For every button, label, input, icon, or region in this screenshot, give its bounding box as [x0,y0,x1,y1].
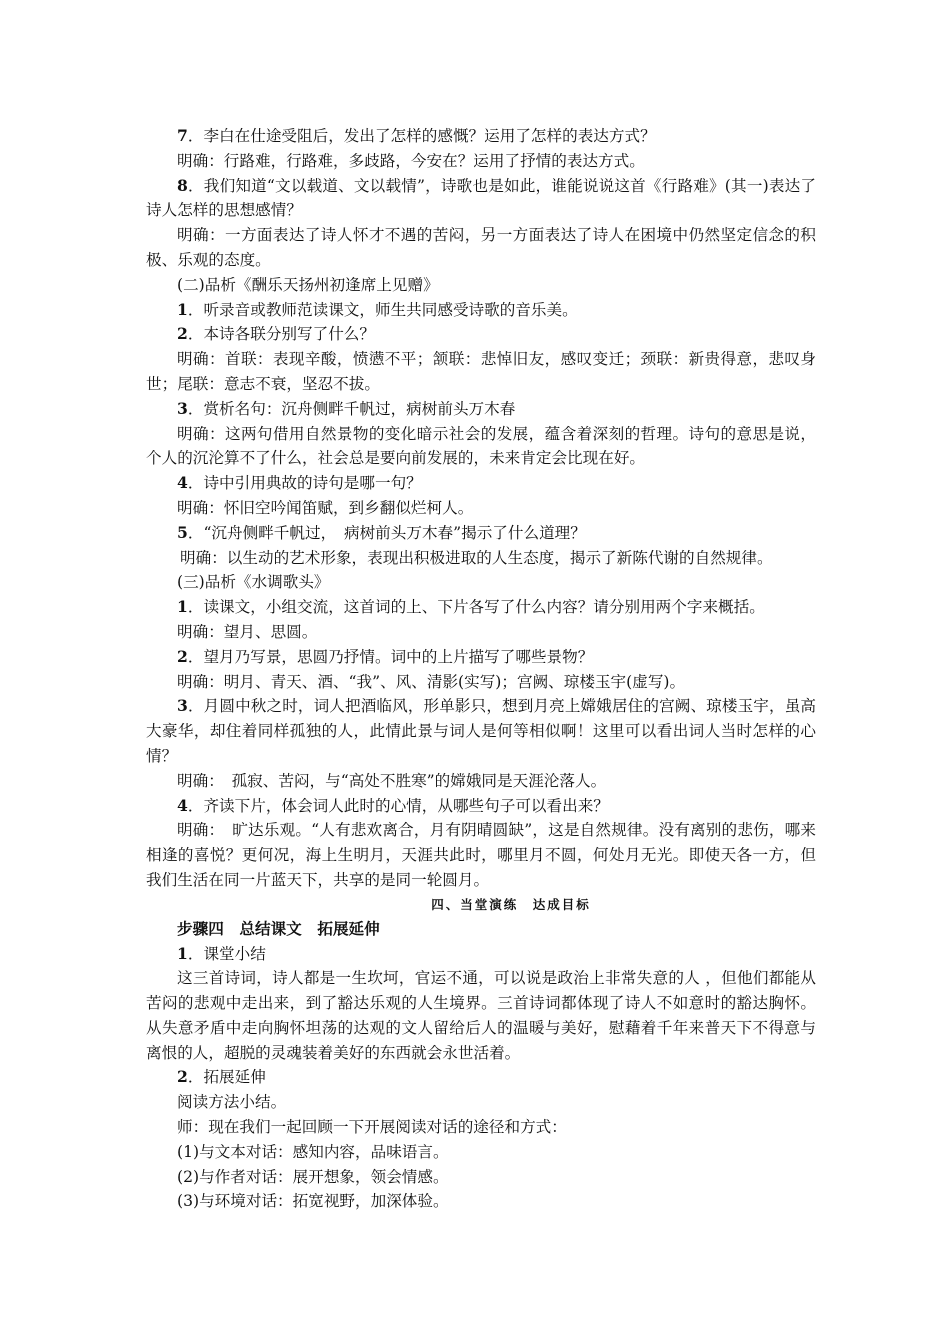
item-number: 4 [177,795,188,815]
paragraph [146,124,816,149]
paragraph [146,322,816,347]
paragraph-text: 明确：怀旧空吟闻笛赋，到乡翻似烂柯人。 [177,498,474,517]
paragraph [146,670,816,695]
paragraph-text: ．本诗各联分别写了什么？ [187,325,375,344]
item-number: 8 [177,175,188,195]
paragraph-text: ．赏析名句：沉舟侧畔千帆过，病树前头万木春 [187,399,516,418]
paragraph-text: ．课堂小结 [187,944,266,963]
item-number: 1 [177,299,188,319]
step-title: 步骤四 总结课文 拓展延伸 [177,918,380,938]
paragraph-text: 明确：以生动的艺术形象，表现出积极进取的人生态度，揭示了新陈代谢的自然规律。 [180,548,773,567]
paragraph [146,595,816,620]
section-title: 四、当堂演练 达成目标 [431,896,591,912]
paragraph [146,645,816,670]
paragraph-text: (三)品析《水调歌头》 [177,573,330,592]
paragraph-text: ．读课文，小组交流，这首词的上、下片各写了什么内容？请分别用两个字来概括。 [187,598,765,617]
paragraph-text: (二)品析《酬乐天扬州初逢席上见赠》 [177,275,439,294]
paragraph-text: ．望月乃写景，思圆乃抒情。词中的上片描写了哪些景物？ [187,647,594,666]
paragraph-text: 明确：一方面表达了诗人怀才不遇的苦闷，另一方面表达了诗人在困境中仍然坚定信念的积极、乐观的态度。 [146,226,816,269]
paragraph-text: 阅读方法小结。 [177,1093,287,1112]
paragraph [146,818,816,892]
paragraph [146,570,816,595]
paragraph [146,422,816,472]
paragraph-text: ．齐读下片，体会词人此时的心情，从哪些句子可以看出来？ [187,796,609,815]
paragraph-text: (2)与作者对话：展开想象，领会情感。 [177,1167,449,1186]
paragraph [146,273,816,298]
item-number: 3 [177,398,188,418]
paragraph-text: ．拓展延伸 [187,1068,266,1087]
paragraph [146,347,816,397]
paragraph [146,966,816,1065]
item-number: 4 [177,473,188,493]
paragraph [146,1140,816,1165]
paragraph [146,769,816,794]
paragraph-text: 明确： 孤寂、苦闷，与“高处不胜寒”的嫦娥同是天涯沦落人。 [177,771,607,790]
paragraph [146,1115,816,1140]
document-page [146,124,816,1214]
item-number: 2 [177,324,188,344]
paragraph-text: ．李白在仕途受阻后，发出了怎样的感慨？运用了怎样的表达方式？ [187,127,656,145]
paragraph [146,546,816,571]
paragraph-text: ．我们知道“文以载道、文以载情”，诗歌也是如此，谁能说说这首《行路难》(其一)表达了诗人怎样的思想感情？ [146,176,816,220]
paragraph-text: 这三首诗词，诗人都是一生坎坷，官运不通，可以说是政治上非常失意的人 ，但他们都能从苦闷的悲观中走出来，到了豁达乐观的人生境界。三首诗词都体现了诗人不如意时的豁达胸怀。从失意矛盾中走向胸怀坦荡的达观的文人留给后人的温暖与美好，慰藉着千年来普天下不得意与离恨的人，超脱的灵魂装着美好的东西就会永世活着。 [146,969,816,1062]
paragraph [146,298,816,323]
paragraph [146,1165,816,1190]
paragraph [146,1065,816,1090]
paragraph [146,794,816,819]
paragraph [146,471,816,496]
paragraph [146,223,816,273]
paragraph [146,942,816,967]
paragraph-text: ．听录音或教师范读课文，师生共同感受诗歌的音乐美。 [187,300,578,319]
paragraph [146,1090,816,1115]
item-number: 2 [177,1067,188,1087]
paragraph [146,496,816,521]
paragraph-text: ．“沉舟侧畔千帆过， 病树前头万木春”揭示了什么道理？ [187,523,586,542]
paragraph-text: 明确：这两句借用自然景物的变化暗示社会的发展，蕴含着深刻的哲理。诗句的意思是说，个人的沉沦算不了什么，社会总是要向前发展的，未来肯定会比现在好。 [146,424,816,468]
paragraph [146,694,816,768]
paragraph-text: (3)与环境对话：拓宽视野，加深体验。 [177,1192,449,1211]
paragraph [146,620,816,645]
paragraph [146,149,816,174]
paragraph [146,397,816,422]
paragraph-text: ．诗中引用典故的诗句是哪一句？ [187,474,422,493]
paragraph-text: ．月圆中秋之时，词人把酒临风，形单影只，想到月亮上嫦娥居住的宫阙、琼楼玉宇，虽高大豪华，却住着同样孤独的人，此情此景与词人是何等相似啊！这里可以看出词人当时怎样的心情？ [146,697,816,765]
paragraph-text: 明确： 旷达乐观。“人有悲欢离合，月有阴晴圆缺”，这是自然规律。没有离别的悲伤，哪来相逢的喜悦？更何况，海上生明月，天涯共此时，哪里月不圆，何处月无光。即使天各一方，但我们生活在同一片蓝天下，共享的是同一轮圆月。 [146,821,816,889]
paragraph-text: 明确：明月、青天、酒、“我”、风、清影(实写)；宫阙、琼楼玉宇(虚写)。 [177,672,686,691]
lesson-body [146,124,816,893]
item-number: 1 [177,943,188,963]
summary-body [146,942,816,1215]
paragraph-text: 明确：首联：表现辛酸，愤懑不平；颔联：悲悼旧友，感叹变迁；颈联：新贵得意，悲叹身世；尾联：意志不衰，坚忍不拔。 [146,350,816,393]
paragraph-text: 明确：行路难，行路难，多歧路，今安在？运用了抒情的表达方式。 [177,151,645,170]
paragraph-text: 师：现在我们一起回顾一下开展阅读对话的途径和方式： [177,1118,567,1137]
item-number: 1 [177,597,188,617]
item-number: 5 [177,522,188,542]
paragraph [146,521,816,546]
item-number: 3 [177,696,188,716]
item-number: 2 [177,646,188,666]
paragraph-text: (1)与文本对话：感知内容，品味语言。 [177,1142,449,1161]
item-number: 7 [177,126,188,145]
paragraph-text: 明确：望月、思圆。 [177,622,318,641]
paragraph [146,1189,816,1214]
paragraph [146,174,816,224]
